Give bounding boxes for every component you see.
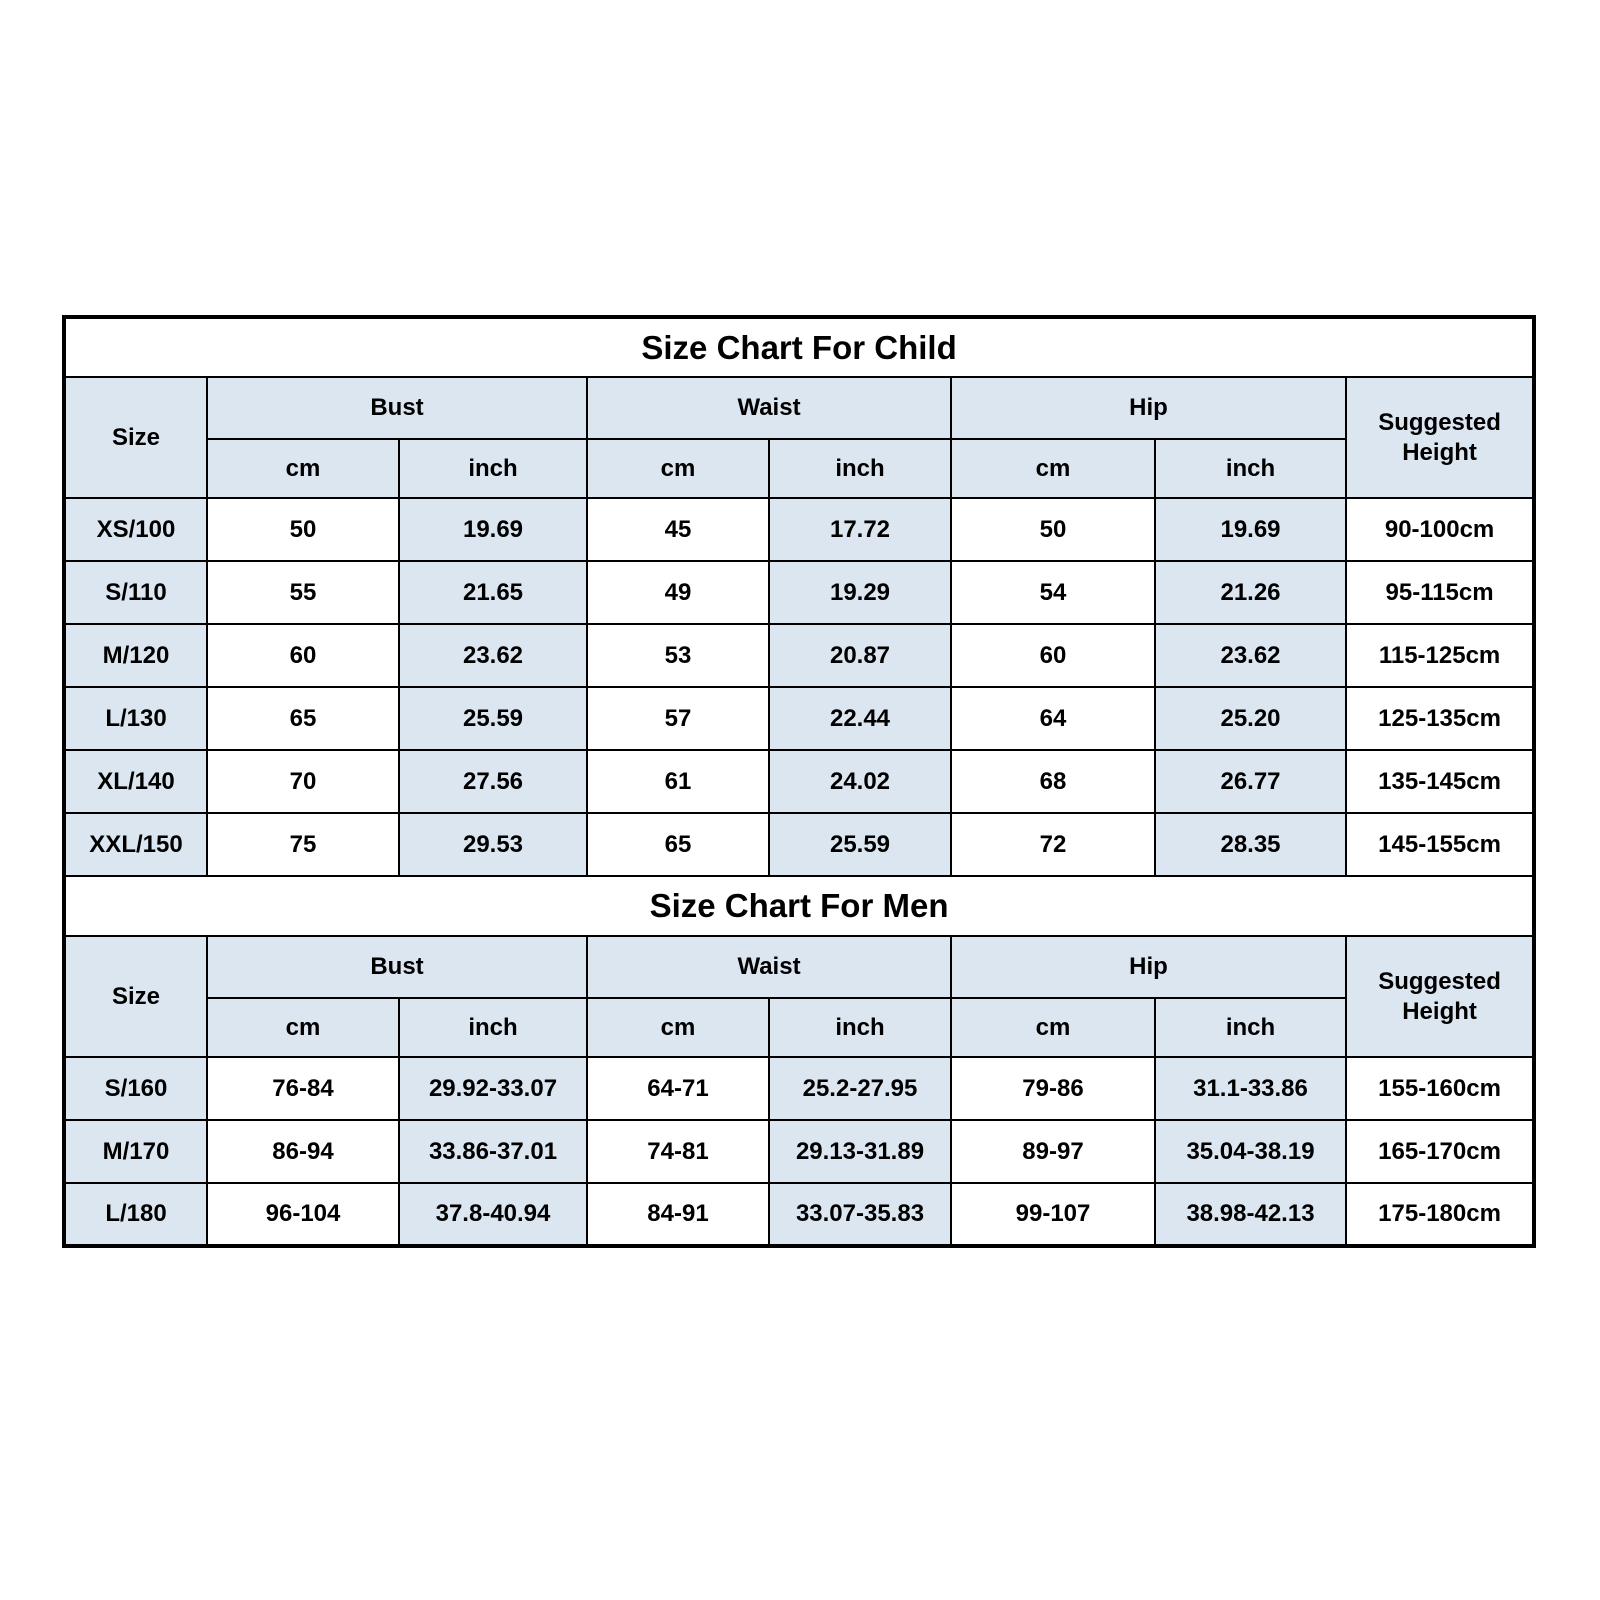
cell-hip-cm: 99-107 <box>951 1183 1155 1246</box>
cell-waist-inch: 25.2-27.95 <box>769 1057 951 1120</box>
cell-suggested-height: 165-170cm <box>1346 1120 1534 1183</box>
table-row <box>64 750 1534 813</box>
cell-bust-cm: 65 <box>207 687 399 750</box>
cell-size: L/130 <box>64 687 207 750</box>
cell-size: XXL/150 <box>64 813 207 876</box>
cell-waist-cm: 74-81 <box>587 1120 769 1183</box>
cell-suggested-height: 125-135cm <box>1346 687 1534 750</box>
header-hip-inch: inch <box>1155 998 1346 1057</box>
cell-waist-inch: 29.13-31.89 <box>769 1120 951 1183</box>
child-table-header-section <box>64 317 1534 498</box>
cell-bust-cm: 50 <box>207 498 399 561</box>
table-row <box>64 1057 1534 1120</box>
header-bust: Bust <box>207 377 587 439</box>
cell-waist-cm: 53 <box>587 624 769 687</box>
men-table-header-section <box>64 876 1534 1057</box>
header-waist: Waist <box>587 936 951 998</box>
header-size: Size <box>64 936 207 1057</box>
child-table-rows <box>64 498 1534 876</box>
table-row <box>64 561 1534 624</box>
cell-waist-inch: 24.02 <box>769 750 951 813</box>
cell-bust-cm: 55 <box>207 561 399 624</box>
cell-size: M/120 <box>64 624 207 687</box>
cell-waist-cm: 61 <box>587 750 769 813</box>
cell-hip-inch: 31.1-33.86 <box>1155 1057 1346 1120</box>
cell-bust-inch: 33.86-37.01 <box>399 1120 587 1183</box>
cell-suggested-height: 155-160cm <box>1346 1057 1534 1120</box>
header-waist: Waist <box>587 377 951 439</box>
table-row <box>64 687 1534 750</box>
cell-suggested-height: 90-100cm <box>1346 498 1534 561</box>
cell-bust-inch: 21.65 <box>399 561 587 624</box>
table-row <box>64 498 1534 561</box>
cell-waist-inch: 19.29 <box>769 561 951 624</box>
child-table-header-row <box>64 377 1534 439</box>
cell-bust-inch: 23.62 <box>399 624 587 687</box>
child-table-title-row <box>64 317 1534 377</box>
cell-waist-cm: 49 <box>587 561 769 624</box>
cell-suggested-height: 175-180cm <box>1346 1183 1534 1246</box>
cell-bust-cm: 96-104 <box>207 1183 399 1246</box>
cell-bust-cm: 86-94 <box>207 1120 399 1183</box>
cell-waist-cm: 84-91 <box>587 1183 769 1246</box>
cell-hip-inch: 19.69 <box>1155 498 1346 561</box>
cell-bust-cm: 76-84 <box>207 1057 399 1120</box>
cell-suggested-height: 135-145cm <box>1346 750 1534 813</box>
cell-size: S/110 <box>64 561 207 624</box>
size-chart-table <box>62 315 1536 1248</box>
cell-hip-inch: 25.20 <box>1155 687 1346 750</box>
cell-suggested-height: 115-125cm <box>1346 624 1534 687</box>
cell-bust-cm: 60 <box>207 624 399 687</box>
header-waist-cm: cm <box>587 439 769 498</box>
cell-size: M/170 <box>64 1120 207 1183</box>
header-hip-inch: inch <box>1155 439 1346 498</box>
header-bust-cm: cm <box>207 439 399 498</box>
child-table-subheader-row <box>64 439 1534 498</box>
cell-waist-inch: 25.59 <box>769 813 951 876</box>
cell-size: XL/140 <box>64 750 207 813</box>
cell-suggested-height: 145-155cm <box>1346 813 1534 876</box>
cell-waist-cm: 57 <box>587 687 769 750</box>
header-bust: Bust <box>207 936 587 998</box>
cell-bust-inch: 29.92-33.07 <box>399 1057 587 1120</box>
cell-waist-inch: 20.87 <box>769 624 951 687</box>
table-row <box>64 624 1534 687</box>
cell-bust-inch: 37.8-40.94 <box>399 1183 587 1246</box>
men-table-rows <box>64 1057 1534 1246</box>
header-size: Size <box>64 377 207 498</box>
child-table-title: Size Chart For Child <box>64 317 1534 377</box>
table-row <box>64 1120 1534 1183</box>
cell-hip-cm: 54 <box>951 561 1155 624</box>
cell-waist-cm: 64-71 <box>587 1057 769 1120</box>
header-hip-cm: cm <box>951 998 1155 1057</box>
cell-hip-cm: 79-86 <box>951 1057 1155 1120</box>
cell-hip-cm: 72 <box>951 813 1155 876</box>
cell-hip-cm: 60 <box>951 624 1155 687</box>
cell-hip-cm: 89-97 <box>951 1120 1155 1183</box>
cell-waist-inch: 17.72 <box>769 498 951 561</box>
cell-size: S/160 <box>64 1057 207 1120</box>
cell-hip-inch: 28.35 <box>1155 813 1346 876</box>
cell-bust-inch: 27.56 <box>399 750 587 813</box>
cell-hip-cm: 68 <box>951 750 1155 813</box>
cell-bust-inch: 25.59 <box>399 687 587 750</box>
cell-waist-inch: 22.44 <box>769 687 951 750</box>
cell-suggested-height: 95-115cm <box>1346 561 1534 624</box>
header-bust-cm: cm <box>207 998 399 1057</box>
cell-hip-inch: 38.98-42.13 <box>1155 1183 1346 1246</box>
header-bust-inch: inch <box>399 998 587 1057</box>
header-hip: Hip <box>951 377 1346 439</box>
header-waist-inch: inch <box>769 998 951 1057</box>
header-suggested-height: Suggested Height <box>1346 377 1534 498</box>
men-table-title: Size Chart For Men <box>64 876 1534 936</box>
header-waist-cm: cm <box>587 998 769 1057</box>
cell-bust-inch: 29.53 <box>399 813 587 876</box>
cell-waist-cm: 45 <box>587 498 769 561</box>
men-table-title-row <box>64 876 1534 936</box>
cell-hip-inch: 26.77 <box>1155 750 1346 813</box>
header-hip: Hip <box>951 936 1346 998</box>
cell-hip-inch: 23.62 <box>1155 624 1346 687</box>
table-row <box>64 1183 1534 1246</box>
cell-hip-inch: 21.26 <box>1155 561 1346 624</box>
cell-waist-cm: 65 <box>587 813 769 876</box>
header-hip-cm: cm <box>951 439 1155 498</box>
header-waist-inch: inch <box>769 439 951 498</box>
cell-size: L/180 <box>64 1183 207 1246</box>
cell-size: XS/100 <box>64 498 207 561</box>
header-bust-inch: inch <box>399 439 587 498</box>
men-table-header-row <box>64 936 1534 998</box>
cell-bust-cm: 70 <box>207 750 399 813</box>
cell-hip-cm: 64 <box>951 687 1155 750</box>
cell-bust-inch: 19.69 <box>399 498 587 561</box>
men-table-subheader-row <box>64 998 1534 1057</box>
cell-hip-inch: 35.04-38.19 <box>1155 1120 1346 1183</box>
cell-hip-cm: 50 <box>951 498 1155 561</box>
cell-bust-cm: 75 <box>207 813 399 876</box>
cell-waist-inch: 33.07-35.83 <box>769 1183 951 1246</box>
header-suggested-height: Suggested Height <box>1346 936 1534 1057</box>
table-row <box>64 813 1534 876</box>
